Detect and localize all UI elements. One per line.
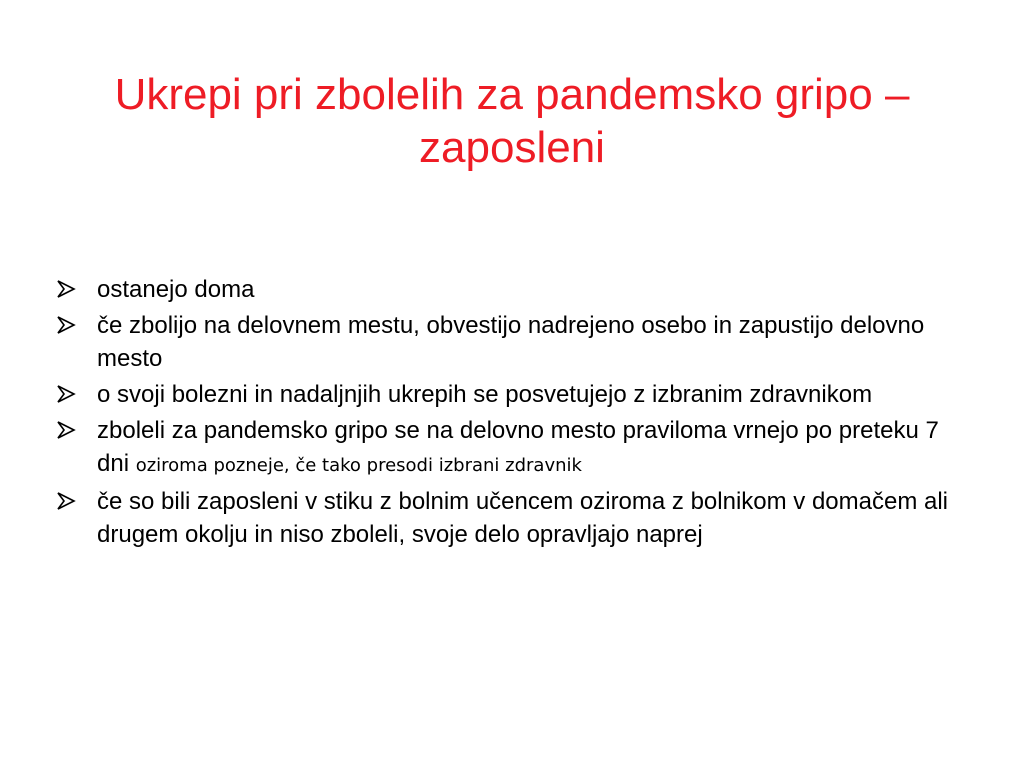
bullet-item (56, 378, 956, 411)
bullet-list (56, 273, 956, 554)
bullet-text: če so bili zaposleni v stiku z bolnim učencem oziroma z bolnikom v domačem ali drugem okolju in niso zboleli, svoje delo opravljajo naprej (97, 488, 949, 548)
bullet-item (56, 309, 956, 375)
bullet-item (56, 414, 956, 482)
arrowhead-bullet-icon (56, 383, 76, 405)
arrowhead-bullet-icon (56, 278, 76, 300)
bullet-text: o svoji bolezni in nadaljnjih ukrepih se posvetujejo z izbranim zdravnikom (97, 381, 873, 408)
bullet-item (56, 273, 956, 306)
arrowhead-bullet-icon (56, 314, 76, 336)
bullet-item (56, 485, 956, 551)
bullet-text: če zbolijo na delovnem mestu, obvestijo nadrejeno osebo in zapustijo delovno mesto (97, 312, 925, 372)
arrowhead-bullet-icon (56, 490, 76, 512)
arrowhead-bullet-icon (56, 419, 76, 441)
bullet-text: ostanejo doma (97, 276, 255, 303)
bullet-note: oziroma pozneje, če tako presodi izbrani zdravnik (135, 455, 582, 476)
slide-title: Ukrepi pri zbolelih za pandemsko gripo – zaposleni (114, 70, 910, 172)
bullet-text: zboleli za pandemsko gripo se na delovno mesto praviloma vrnejo po preteku 7 dni (97, 417, 939, 477)
